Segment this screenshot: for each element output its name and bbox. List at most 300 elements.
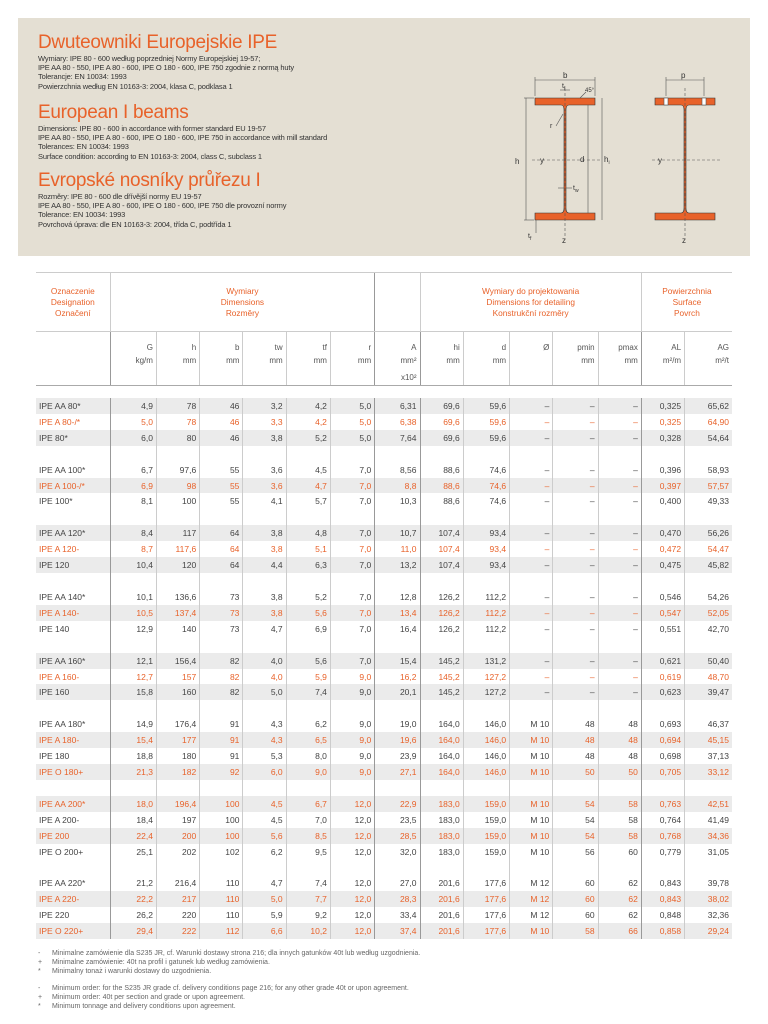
value-cell: 6,9 <box>286 621 330 637</box>
label-b: b <box>563 71 568 80</box>
spacer-cell <box>36 573 110 589</box>
polish-section <box>38 32 294 91</box>
spacer-cell <box>243 859 286 875</box>
spacer-cell <box>36 700 110 716</box>
value-cell: – <box>553 478 598 494</box>
value-cell: 107,4 <box>420 525 463 541</box>
table-row <box>36 844 732 860</box>
value-cell: 48,70 <box>685 669 732 685</box>
value-cell: 80 <box>156 430 199 446</box>
spacer-cell <box>685 780 732 796</box>
spacer-cell <box>330 859 374 875</box>
value-cell: 0,764 <box>641 812 684 828</box>
value-cell: 54,64 <box>685 430 732 446</box>
spacer-cell <box>598 780 641 796</box>
value-cell: 9,0 <box>330 748 374 764</box>
spacer-cell <box>243 446 286 462</box>
value-cell: 91 <box>200 748 243 764</box>
value-cell: – <box>553 557 598 573</box>
value-cell: 222 <box>156 923 199 939</box>
value-cell: 55 <box>200 462 243 478</box>
table-row <box>36 605 732 621</box>
value-cell: – <box>598 557 641 573</box>
en-line: Surface condition: according to EN 10163-3: 2004, class C, subclass 1 <box>38 151 262 161</box>
value-cell: – <box>553 525 598 541</box>
value-cell: – <box>598 621 641 637</box>
value-cell: 12,0 <box>330 923 374 939</box>
value-cell: 5,3 <box>243 748 286 764</box>
value-cell: 54,26 <box>685 589 732 605</box>
en-line: Tolerances: EN 10034: 1993 <box>38 142 129 152</box>
value-cell: 160 <box>156 684 199 700</box>
label-tf-bottom-main: t <box>528 233 530 240</box>
footnote-mark: - <box>38 950 41 957</box>
value-cell: 5,6 <box>286 653 330 669</box>
value-cell: 93,4 <box>463 541 509 557</box>
column-unit: mm <box>156 352 199 369</box>
value-cell: 74,6 <box>463 493 509 509</box>
value-cell: 4,7 <box>286 478 330 494</box>
value-cell: 65,62 <box>685 398 732 414</box>
value-cell: 0,623 <box>641 684 684 700</box>
spacer-cell <box>36 637 110 653</box>
column-symbol: AG <box>685 332 732 353</box>
value-cell: 200 <box>156 828 199 844</box>
column-symbol: A <box>375 332 420 353</box>
value-cell: 0,472 <box>641 541 684 557</box>
value-cell: 8,4 <box>110 525 156 541</box>
column-symbol: h <box>156 332 199 353</box>
table-row <box>36 716 732 732</box>
value-cell: 8,8 <box>375 478 420 494</box>
label-tf-bottom <box>528 233 532 242</box>
value-cell: 6,6 <box>243 923 286 939</box>
value-cell: 177,6 <box>463 923 509 939</box>
spacer-cell <box>510 573 553 589</box>
value-cell: 18,4 <box>110 812 156 828</box>
value-cell: 14,9 <box>110 716 156 732</box>
value-cell: 46 <box>200 430 243 446</box>
value-cell: 0,698 <box>641 748 684 764</box>
value-cell: 0,547 <box>641 605 684 621</box>
designation-cell: IPE 100* <box>39 496 73 507</box>
value-cell: 42,70 <box>685 621 732 637</box>
value-cell: 5,1 <box>286 541 330 557</box>
footnote-mark: + <box>38 959 43 966</box>
value-cell: – <box>553 669 598 685</box>
value-cell: – <box>553 430 598 446</box>
value-cell: 5,7 <box>286 493 330 509</box>
designation-cell: IPE 160 <box>36 684 110 700</box>
column-symbol: pmin <box>553 332 598 353</box>
value-cell: 91 <box>200 716 243 732</box>
value-cell: 82 <box>200 669 243 685</box>
pl-line: Tolerancje: EN 10034: 1993 <box>38 72 127 82</box>
value-cell: 127,2 <box>463 669 509 685</box>
designation-cell: IPE A 120- <box>39 544 80 555</box>
i-beam-cross-section <box>524 77 602 238</box>
value-cell: 48 <box>598 716 641 732</box>
designation-cell: IPE A 200- <box>39 814 80 825</box>
spacer-cell <box>510 509 553 525</box>
value-cell: 6,31 <box>375 398 420 414</box>
spacer-cell <box>420 637 463 653</box>
value-cell: 54 <box>553 812 598 828</box>
column-unit: mm <box>200 352 243 369</box>
value-cell: 88,6 <box>420 478 463 494</box>
spacer-cell <box>510 700 553 716</box>
value-cell: 54,47 <box>685 541 732 557</box>
spacer-cell <box>553 509 598 525</box>
value-cell: 12,7 <box>110 669 156 685</box>
spacer-cell <box>330 573 374 589</box>
spacer-cell <box>463 700 509 716</box>
spacer-cell <box>200 700 243 716</box>
value-cell: 97,6 <box>156 462 199 478</box>
value-cell: 46 <box>200 414 243 430</box>
value-cell: 54 <box>553 828 598 844</box>
table-row <box>36 875 732 891</box>
value-cell: 93,4 <box>463 557 509 573</box>
value-cell: 39,78 <box>685 875 732 891</box>
value-cell: 4,8 <box>286 525 330 541</box>
designation-cell: IPE AA 220* <box>39 878 86 889</box>
spacer-cell <box>156 509 199 525</box>
value-cell: – <box>598 430 641 446</box>
value-cell: 7,0 <box>330 541 374 557</box>
label-tf-bottom-sub: f <box>529 236 532 242</box>
value-cell: – <box>553 398 598 414</box>
value-cell: 60 <box>553 891 598 907</box>
designation-cell: IPE A 220- <box>36 891 110 907</box>
value-cell: 100 <box>200 828 243 844</box>
value-cell: 60 <box>598 844 641 860</box>
value-cell: 4,7 <box>243 875 286 891</box>
value-cell: 10,5 <box>110 605 156 621</box>
spacer-cell <box>156 700 199 716</box>
label-r: r <box>550 123 553 130</box>
value-cell: 22,4 <box>110 828 156 844</box>
value-cell: 0,763 <box>641 796 684 812</box>
value-cell: 12,0 <box>330 907 374 923</box>
value-cell: 22,2 <box>110 891 156 907</box>
header-panel <box>18 18 750 256</box>
value-cell: 29,4 <box>110 923 156 939</box>
footnote-mark: - <box>38 985 41 992</box>
spacer-cell <box>110 700 156 716</box>
spacer-cell <box>553 700 598 716</box>
value-cell: – <box>510 557 553 573</box>
group-area-blank <box>375 273 420 332</box>
value-cell: 201,6 <box>420 875 463 891</box>
value-cell: 120 <box>156 557 199 573</box>
cz-line: Tolerance: EN 10034: 1993 <box>38 210 126 220</box>
value-cell: 12,9 <box>110 621 156 637</box>
table-row <box>36 669 732 685</box>
value-cell: M 12 <box>510 891 553 907</box>
value-cell: 88,6 <box>420 493 463 509</box>
value-cell: 38,02 <box>685 891 732 907</box>
value-cell: 146,0 <box>463 748 509 764</box>
value-cell: 216,4 <box>156 875 199 891</box>
value-cell: 32,36 <box>685 907 732 923</box>
value-cell: 164,0 <box>420 748 463 764</box>
spacer-cell <box>598 573 641 589</box>
value-cell: 159,0 <box>463 828 509 844</box>
spacer-cell <box>375 509 420 525</box>
table-row <box>36 462 732 478</box>
column-unit-extra <box>36 369 110 386</box>
value-cell: 9,2 <box>286 907 330 923</box>
table-row <box>36 684 732 700</box>
value-cell: 180 <box>156 748 199 764</box>
value-cell: 0,848 <box>641 907 684 923</box>
value-cell: 28,5 <box>375 828 420 844</box>
table-row <box>36 589 732 605</box>
column-symbol: r <box>330 332 374 353</box>
value-cell: 201,6 <box>420 907 463 923</box>
spacer-cell <box>375 573 420 589</box>
value-cell: 6,2 <box>286 716 330 732</box>
table-row <box>36 828 732 844</box>
value-cell: 11,0 <box>375 541 420 557</box>
value-cell: 25,1 <box>110 844 156 860</box>
table-row <box>36 907 732 923</box>
value-cell: 164,0 <box>420 732 463 748</box>
value-cell: 3,6 <box>243 462 286 478</box>
top-spacer <box>36 386 732 399</box>
value-cell: 10,4 <box>110 557 156 573</box>
value-cell: – <box>510 589 553 605</box>
value-cell: – <box>510 653 553 669</box>
value-cell: 73 <box>200 621 243 637</box>
value-cell: 0,843 <box>641 891 684 907</box>
value-cell: 182 <box>156 764 199 780</box>
value-cell: – <box>510 541 553 557</box>
spacer-cell <box>553 780 598 796</box>
value-cell: 6,0 <box>110 430 156 446</box>
value-cell: 159,0 <box>463 812 509 828</box>
spacer-cell <box>36 780 110 796</box>
value-cell: – <box>598 493 641 509</box>
value-cell: M 10 <box>510 764 553 780</box>
value-cell: 3,2 <box>243 398 286 414</box>
value-cell: 45,15 <box>685 732 732 748</box>
column-unit-extra <box>641 369 684 386</box>
value-cell: 10,2 <box>286 923 330 939</box>
value-cell: – <box>553 541 598 557</box>
spacer-cell <box>243 637 286 653</box>
value-cell: 10,7 <box>375 525 420 541</box>
value-cell: M 10 <box>510 716 553 732</box>
cz-line: Rozměry: IPE 80 - 600 dle dřívější normy EU 19-57 <box>38 192 202 201</box>
spacer-cell <box>156 637 199 653</box>
value-cell: – <box>510 605 553 621</box>
spacer-cell <box>330 700 374 716</box>
value-cell: 13,4 <box>375 605 420 621</box>
spacer-cell <box>200 509 243 525</box>
column-unit-extra <box>110 369 156 386</box>
table-row <box>36 748 732 764</box>
value-cell: 16,4 <box>375 621 420 637</box>
value-cell: – <box>510 684 553 700</box>
value-cell: 9,0 <box>286 764 330 780</box>
designation-cell: IPE 140 <box>39 623 70 634</box>
value-cell: M 12 <box>510 875 553 891</box>
value-cell: 6,7 <box>286 796 330 812</box>
value-cell: – <box>553 605 598 621</box>
value-cell: 7,0 <box>330 605 374 621</box>
label-z: z <box>562 236 566 245</box>
value-cell: 201,6 <box>420 891 463 907</box>
label-tw <box>573 185 579 194</box>
designation-cell: IPE O 220+ <box>36 923 110 939</box>
designation-cell: IPE AA 80* <box>36 398 110 414</box>
column-symbol: tf <box>286 332 330 353</box>
value-cell: 18,0 <box>110 796 156 812</box>
value-cell: 7,0 <box>330 589 374 605</box>
value-cell: 10,3 <box>375 493 420 509</box>
spacer-cell <box>243 573 286 589</box>
value-cell: 100 <box>200 796 243 812</box>
value-cell: 48 <box>553 716 598 732</box>
spacer-cell <box>420 573 463 589</box>
footnote <box>38 949 420 958</box>
column-symbol: hi <box>420 332 463 353</box>
spacer-cell <box>330 446 374 462</box>
label-tf <box>562 83 566 92</box>
value-cell: 42,51 <box>685 796 732 812</box>
value-cell: 4,3 <box>243 732 286 748</box>
spacer-cell <box>200 780 243 796</box>
table-row <box>36 891 732 907</box>
label-angle: 45° <box>585 88 595 94</box>
value-cell: 5,0 <box>330 398 374 414</box>
value-cell: 31,05 <box>685 844 732 860</box>
value-cell: 46 <box>200 398 243 414</box>
value-cell: 7,0 <box>330 557 374 573</box>
designation-cell: IPE AA 140* <box>39 591 86 602</box>
group-surface: Powierzchnia Surface Povrch <box>641 273 732 332</box>
value-cell: 107,4 <box>420 541 463 557</box>
footnote-text: Minimalne zamówienie dla S235 JR, cf. Warunki dostawy strona 216; dla innych gatunków 40t lub według uzgodnienia. <box>52 950 421 957</box>
value-cell: 7,0 <box>330 478 374 494</box>
value-cell: 4,9 <box>110 398 156 414</box>
value-cell: 19,6 <box>375 732 420 748</box>
value-cell: 12,0 <box>330 812 374 828</box>
value-cell: 5,0 <box>330 430 374 446</box>
value-cell: 0,470 <box>641 525 684 541</box>
value-cell: 33,4 <box>375 907 420 923</box>
value-cell: 145,2 <box>420 653 463 669</box>
designation-cell: IPE AA 100* <box>39 464 86 475</box>
footnote-text: Minimum order: for the S235 JR grade cf. delivery conditions page 216; for any other grade 40t or upon agreement. <box>52 985 409 992</box>
column-unit-extra <box>510 369 553 386</box>
designation-cell: IPE AA 200* <box>36 796 110 812</box>
value-cell: 0,843 <box>641 875 684 891</box>
designation-cell: IPE 80* <box>36 430 110 446</box>
value-cell: 9,5 <box>286 844 330 860</box>
value-cell: 23,5 <box>375 812 420 828</box>
value-cell: 117,6 <box>156 541 199 557</box>
value-cell: 74,6 <box>463 462 509 478</box>
value-cell: – <box>553 462 598 478</box>
value-cell: 131,2 <box>463 653 509 669</box>
value-cell: 0,325 <box>641 414 684 430</box>
value-cell: M 10 <box>510 748 553 764</box>
designation-cell: IPE A 160- <box>39 671 80 682</box>
value-cell: 9,0 <box>330 716 374 732</box>
value-cell: 8,1 <box>110 493 156 509</box>
value-cell: – <box>553 684 598 700</box>
spacer-cell <box>420 509 463 525</box>
value-cell: 0,705 <box>641 764 684 780</box>
column-unit-extra <box>156 369 199 386</box>
group-designation: Oznaczenie Designation Označení <box>36 273 110 332</box>
designation-cell: IPE 120 <box>36 557 110 573</box>
en-line: Dimensions: IPE 80 - 600 in accordance with former standard EU 19-57 <box>38 124 266 133</box>
value-cell: 64 <box>200 557 243 573</box>
value-cell: 7,0 <box>330 525 374 541</box>
value-cell: 0,400 <box>641 493 684 509</box>
footnote-text: Minimalny tonaż i warunki dostawy do uzgodnienia. <box>52 968 212 975</box>
spacer-cell <box>156 446 199 462</box>
designation-cell: IPE AA 180* <box>39 719 86 730</box>
spacer-cell <box>420 700 463 716</box>
value-cell: 12,8 <box>375 589 420 605</box>
value-cell: – <box>598 541 641 557</box>
value-cell: 4,7 <box>243 621 286 637</box>
spacer-cell <box>685 637 732 653</box>
group-spacer <box>36 700 732 716</box>
designation-cell: IPE O 180+ <box>36 764 110 780</box>
value-cell: 3,8 <box>243 525 286 541</box>
spacer-cell <box>641 509 684 525</box>
column-unit-extra <box>685 369 732 386</box>
value-cell: 45,82 <box>685 557 732 573</box>
spacer-cell <box>375 780 420 796</box>
value-cell: 164,0 <box>420 716 463 732</box>
value-cell: – <box>598 478 641 494</box>
table-row <box>36 557 732 573</box>
spacer-cell <box>598 859 641 875</box>
spacer-cell <box>463 573 509 589</box>
table-row <box>36 621 732 637</box>
column-unit-extra <box>286 369 330 386</box>
table-row <box>36 478 732 494</box>
unit-row <box>36 352 732 369</box>
column-unit: m²/t <box>685 352 732 369</box>
spacer-cell <box>243 780 286 796</box>
spacer-cell <box>553 637 598 653</box>
column-symbol: tw <box>243 332 286 353</box>
spacer-cell <box>110 446 156 462</box>
spacer-cell <box>110 573 156 589</box>
top-spacer-cell <box>36 386 732 399</box>
spacer-cell <box>243 700 286 716</box>
value-cell: 32,0 <box>375 844 420 860</box>
value-cell: 26,2 <box>110 907 156 923</box>
table-row <box>36 430 732 446</box>
value-cell: 4,2 <box>286 398 330 414</box>
value-cell: 0,551 <box>641 621 684 637</box>
value-cell: 3,8 <box>243 541 286 557</box>
spacer-cell <box>685 446 732 462</box>
value-cell: 64 <box>200 525 243 541</box>
value-cell: 146,0 <box>463 716 509 732</box>
value-cell: 15,8 <box>110 684 156 700</box>
table-row <box>36 796 732 812</box>
